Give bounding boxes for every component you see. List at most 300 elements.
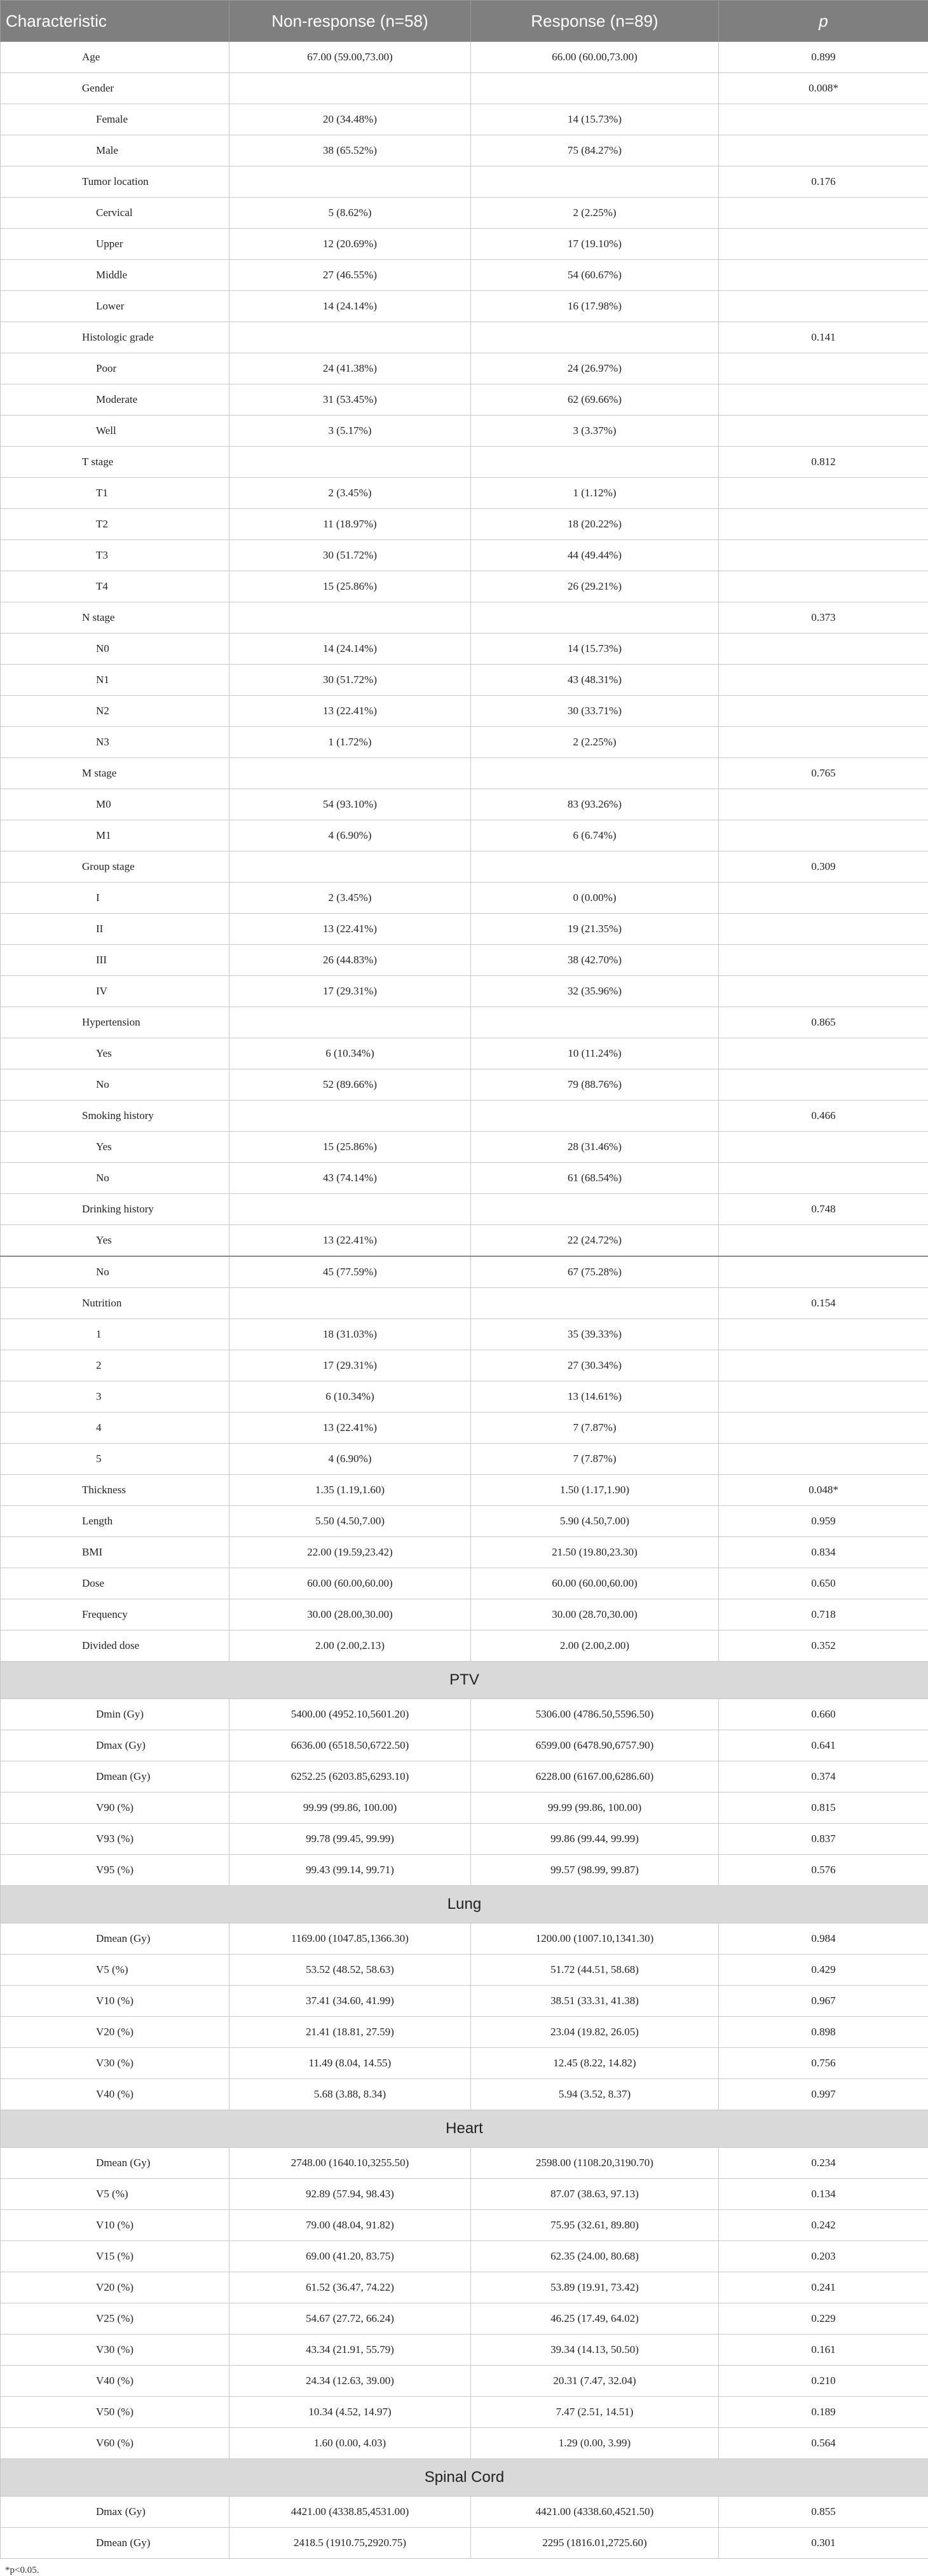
row-label: Gender	[1, 73, 229, 104]
table-row	[1, 1038, 928, 1069]
row-label: T1	[1, 478, 229, 509]
p-value: 0.815	[719, 1793, 928, 1824]
row-label: III	[1, 945, 229, 976]
row-label: Frequency	[1, 1599, 229, 1630]
row-label: IV	[1, 976, 229, 1007]
section-title: Spinal Cord	[1, 2459, 928, 2497]
row-label: V25 (%)	[1, 2303, 229, 2335]
response-value: 4421.00 (4338.60,4521.50)	[471, 2497, 719, 2528]
row-label: 5	[1, 1444, 229, 1475]
table-row	[1, 42, 928, 73]
response-value: 39.34 (14.13, 50.50)	[471, 2335, 719, 2366]
p-value: 0.141	[719, 322, 928, 353]
p-value	[719, 353, 928, 384]
response-value: 46.25 (17.49, 64.02)	[471, 2303, 719, 2335]
row-label: II	[1, 914, 229, 945]
row-label: V93 (%)	[1, 1824, 229, 1855]
response-value: 6 (6.74%)	[471, 820, 719, 851]
response-value	[471, 1194, 719, 1225]
p-value	[719, 1444, 928, 1475]
response-value: 35 (39.33%)	[471, 1319, 719, 1350]
p-value: 0.650	[719, 1568, 928, 1599]
table-row	[1, 602, 928, 634]
p-value	[719, 1163, 928, 1194]
nonresponse-value: 30.00 (28.00,30.00)	[229, 1599, 471, 1630]
nonresponse-value: 43 (74.14%)	[229, 1163, 471, 1194]
table-row	[1, 1599, 928, 1630]
row-label: V10 (%)	[1, 1986, 229, 2017]
nonresponse-value: 13 (22.41%)	[229, 1413, 471, 1444]
response-value: 51.72 (44.51, 58.68)	[471, 1955, 719, 1986]
nonresponse-value	[229, 1194, 471, 1225]
table-row	[1, 478, 928, 509]
p-value	[719, 291, 928, 322]
response-value: 75 (84.27%)	[471, 135, 719, 166]
section-row	[1, 2110, 928, 2148]
nonresponse-value	[229, 1101, 471, 1132]
table-row	[1, 540, 928, 571]
response-value: 7.47 (2.51, 14.51)	[471, 2397, 719, 2428]
table-row	[1, 976, 928, 1007]
table-row	[1, 1381, 928, 1413]
row-label: M stage	[1, 758, 229, 789]
nonresponse-value	[229, 322, 471, 353]
row-label: Dmean (Gy)	[1, 1761, 229, 1793]
nonresponse-value: 4 (6.90%)	[229, 1444, 471, 1475]
table-header	[1, 1, 928, 42]
nonresponse-value: 53.52 (48.52, 58.63)	[229, 1955, 471, 1986]
table-row	[1, 2528, 928, 2559]
response-value: 53.89 (19.91, 73.42)	[471, 2272, 719, 2303]
response-value: 1.50 (1.17,1.90)	[471, 1475, 719, 1506]
header-p-value: p	[719, 1, 928, 42]
p-value: 0.154	[719, 1288, 928, 1319]
response-value: 99.57 (98.99, 99.87)	[471, 1855, 719, 1886]
nonresponse-value: 21.41 (18.81, 27.59)	[229, 2017, 471, 2048]
row-label: V5 (%)	[1, 2179, 229, 2210]
table-row	[1, 1699, 928, 1730]
p-value: 0.229	[719, 2303, 928, 2335]
p-value	[719, 1256, 928, 1288]
table-row	[1, 1256, 928, 1288]
p-value	[719, 1132, 928, 1163]
response-value: 14 (15.73%)	[471, 104, 719, 135]
row-label: N1	[1, 665, 229, 696]
row-label: No	[1, 1256, 229, 1288]
row-label: V20 (%)	[1, 2017, 229, 2048]
row-label: Female	[1, 104, 229, 135]
p-value: 0.048*	[719, 1475, 928, 1506]
row-label: No	[1, 1163, 229, 1194]
row-label: Moderate	[1, 384, 229, 416]
header-characteristic: Characteristic	[1, 1, 229, 42]
nonresponse-value: 1 (1.72%)	[229, 727, 471, 758]
nonresponse-value: 1169.00 (1047.85,1366.30)	[229, 1923, 471, 1955]
nonresponse-value: 6636.00 (6518.50,6722.50)	[229, 1730, 471, 1761]
nonresponse-value: 99.99 (99.86, 100.00)	[229, 1793, 471, 1824]
row-label: Hypertension	[1, 1007, 229, 1038]
table-body	[1, 42, 928, 2559]
table-row	[1, 1194, 928, 1225]
row-label: Thickness	[1, 1475, 229, 1506]
p-value: 0.641	[719, 1730, 928, 1761]
nonresponse-value: 22.00 (19.59,23.42)	[229, 1537, 471, 1568]
response-value: 30.00 (28.70,30.00)	[471, 1599, 719, 1630]
p-value: 0.203	[719, 2241, 928, 2272]
nonresponse-value: 1.35 (1.19,1.60)	[229, 1475, 471, 1506]
header-row	[1, 1, 928, 42]
nonresponse-value: 6252.25 (6203.85,6293.10)	[229, 1761, 471, 1793]
section-row	[1, 1886, 928, 1923]
response-value: 5.90 (4.50,7.00)	[471, 1506, 719, 1537]
p-value: 0.576	[719, 1855, 928, 1886]
table-row	[1, 2497, 928, 2528]
nonresponse-value: 13 (22.41%)	[229, 1225, 471, 1257]
p-value: 0.466	[719, 1101, 928, 1132]
p-value	[719, 260, 928, 291]
p-value: 0.748	[719, 1194, 928, 1225]
nonresponse-value: 10.34 (4.52, 14.97)	[229, 2397, 471, 2428]
row-label: V20 (%)	[1, 2272, 229, 2303]
table-row	[1, 2272, 928, 2303]
p-value: 0.241	[719, 2272, 928, 2303]
table-row	[1, 166, 928, 198]
row-label: Lower	[1, 291, 229, 322]
table-row	[1, 851, 928, 883]
table-row	[1, 2241, 928, 2272]
response-value: 83 (93.26%)	[471, 789, 719, 820]
row-label: N2	[1, 696, 229, 727]
nonresponse-value: 13 (22.41%)	[229, 696, 471, 727]
nonresponse-value: 2 (3.45%)	[229, 478, 471, 509]
row-label: V90 (%)	[1, 1793, 229, 1824]
response-value: 38 (42.70%)	[471, 945, 719, 976]
row-label: Poor	[1, 353, 229, 384]
row-label: Histologic grade	[1, 322, 229, 353]
p-value	[719, 1319, 928, 1350]
row-label: Dmin (Gy)	[1, 1699, 229, 1730]
nonresponse-value: 99.78 (99.45, 99.99)	[229, 1824, 471, 1855]
response-value: 3 (3.37%)	[471, 416, 719, 447]
response-value: 27 (30.34%)	[471, 1350, 719, 1381]
section-title: PTV	[1, 1662, 928, 1699]
nonresponse-value: 2.00 (2.00,2.13)	[229, 1630, 471, 1662]
table-row	[1, 509, 928, 540]
nonresponse-value: 43.34 (21.91, 55.79)	[229, 2335, 471, 2366]
row-label: N stage	[1, 602, 229, 634]
nonresponse-value: 2 (3.45%)	[229, 883, 471, 914]
table-row	[1, 696, 928, 727]
nonresponse-value	[229, 447, 471, 478]
row-label: Yes	[1, 1132, 229, 1163]
p-value	[719, 478, 928, 509]
table-row	[1, 2048, 928, 2079]
p-value: 0.234	[719, 2148, 928, 2179]
nonresponse-value	[229, 166, 471, 198]
p-value	[719, 1225, 928, 1257]
p-value	[719, 229, 928, 260]
table-row	[1, 1288, 928, 1319]
response-value	[471, 447, 719, 478]
row-label: V15 (%)	[1, 2241, 229, 2272]
nonresponse-value: 2418.5 (1910.75,2920.75)	[229, 2528, 471, 2559]
nonresponse-value: 17 (29.31%)	[229, 1350, 471, 1381]
response-value: 2 (2.25%)	[471, 198, 719, 229]
row-label: Male	[1, 135, 229, 166]
nonresponse-value: 4421.00 (4338.85,4531.00)	[229, 2497, 471, 2528]
response-value: 60.00 (60.00,60.00)	[471, 1568, 719, 1599]
table-row	[1, 1132, 928, 1163]
table-row	[1, 1923, 928, 1955]
nonresponse-value: 69.00 (41.20, 83.75)	[229, 2241, 471, 2272]
p-value	[719, 696, 928, 727]
p-value	[719, 509, 928, 540]
response-value	[471, 602, 719, 634]
table-row	[1, 2366, 928, 2397]
p-value: 0.898	[719, 2017, 928, 2048]
row-label: Tumor location	[1, 166, 229, 198]
response-value: 79 (88.76%)	[471, 1069, 719, 1101]
p-value	[719, 198, 928, 229]
nonresponse-value	[229, 851, 471, 883]
nonresponse-value: 5 (8.62%)	[229, 198, 471, 229]
row-label: 3	[1, 1381, 229, 1413]
response-value: 18 (20.22%)	[471, 509, 719, 540]
response-value: 5306.00 (4786.50,5596.50)	[471, 1699, 719, 1730]
nonresponse-value: 52 (89.66%)	[229, 1069, 471, 1101]
p-value: 0.429	[719, 1955, 928, 1986]
table-row	[1, 1350, 928, 1381]
nonresponse-value: 24.34 (12.63, 39.00)	[229, 2366, 471, 2397]
p-value	[719, 384, 928, 416]
response-value: 13 (14.61%)	[471, 1381, 719, 1413]
nonresponse-value: 99.43 (99.14, 99.71)	[229, 1855, 471, 1886]
response-value: 19 (21.35%)	[471, 914, 719, 945]
row-label: Yes	[1, 1225, 229, 1257]
table-row	[1, 1475, 928, 1506]
table-row	[1, 1630, 928, 1662]
response-value: 2.00 (2.00,2.00)	[471, 1630, 719, 1662]
row-label: Age	[1, 42, 229, 73]
response-value: 20.31 (7.47, 32.04)	[471, 2366, 719, 2397]
p-value: 0.374	[719, 1761, 928, 1793]
nonresponse-value: 5400.00 (4952.10,5601.20)	[229, 1699, 471, 1730]
nonresponse-value: 4 (6.90%)	[229, 820, 471, 851]
row-label: V30 (%)	[1, 2048, 229, 2079]
row-label: V50 (%)	[1, 2397, 229, 2428]
table-row	[1, 1761, 928, 1793]
p-value: 0.161	[719, 2335, 928, 2366]
p-value: 0.967	[719, 1986, 928, 2017]
row-label: Dose	[1, 1568, 229, 1599]
nonresponse-value	[229, 1007, 471, 1038]
p-value: 0.176	[719, 166, 928, 198]
footnote: *p<0.05.	[0, 2559, 928, 2576]
nonresponse-value: 31 (53.45%)	[229, 384, 471, 416]
response-value: 24 (26.97%)	[471, 353, 719, 384]
nonresponse-value: 15 (25.86%)	[229, 571, 471, 602]
nonresponse-value: 92.89 (57.94, 98.43)	[229, 2179, 471, 2210]
table-row	[1, 1506, 928, 1537]
table-row	[1, 1537, 928, 1568]
p-value: 0.837	[719, 1824, 928, 1855]
row-label: T2	[1, 509, 229, 540]
row-label: T stage	[1, 447, 229, 478]
table-row	[1, 1319, 928, 1350]
response-value: 44 (49.44%)	[471, 540, 719, 571]
table-row	[1, 322, 928, 353]
p-value: 0.812	[719, 447, 928, 478]
table-row	[1, 384, 928, 416]
nonresponse-value: 13 (22.41%)	[229, 914, 471, 945]
nonresponse-value: 61.52 (36.47, 74.22)	[229, 2272, 471, 2303]
row-label: Smoking history	[1, 1101, 229, 1132]
response-value: 23.04 (19.82, 26.05)	[471, 2017, 719, 2048]
response-value: 32 (35.96%)	[471, 976, 719, 1007]
table-row	[1, 1413, 928, 1444]
nonresponse-value: 26 (44.83%)	[229, 945, 471, 976]
table-row	[1, 1069, 928, 1101]
nonresponse-value: 15 (25.86%)	[229, 1132, 471, 1163]
table-row	[1, 945, 928, 976]
response-value	[471, 73, 719, 104]
response-value: 5.94 (3.52, 8.37)	[471, 2079, 719, 2110]
row-label: V30 (%)	[1, 2335, 229, 2366]
row-label: Well	[1, 416, 229, 447]
row-label: V5 (%)	[1, 1955, 229, 1986]
table-row	[1, 2303, 928, 2335]
row-label: V40 (%)	[1, 2079, 229, 2110]
nonresponse-value: 20 (34.48%)	[229, 104, 471, 135]
response-value	[471, 322, 719, 353]
response-value: 1200.00 (1007.10,1341.30)	[471, 1923, 719, 1955]
p-value: 0.352	[719, 1630, 928, 1662]
row-label: Dmax (Gy)	[1, 2497, 229, 2528]
table-row	[1, 1007, 928, 1038]
row-label: Cervical	[1, 198, 229, 229]
table-row	[1, 1824, 928, 1855]
row-label: 2	[1, 1350, 229, 1381]
table-row	[1, 758, 928, 789]
nonresponse-value	[229, 758, 471, 789]
nonresponse-value: 5.50 (4.50,7.00)	[229, 1506, 471, 1537]
table-row	[1, 104, 928, 135]
response-value: 1 (1.12%)	[471, 478, 719, 509]
nonresponse-value: 12 (20.69%)	[229, 229, 471, 260]
table-row	[1, 2148, 928, 2179]
table-row	[1, 2335, 928, 2366]
row-label: V40 (%)	[1, 2366, 229, 2397]
table-row	[1, 1793, 928, 1824]
p-value	[719, 665, 928, 696]
table-row	[1, 1444, 928, 1475]
p-value	[719, 540, 928, 571]
nonresponse-value: 37.41 (34.60, 41.99)	[229, 1986, 471, 2017]
p-value: 0.008*	[719, 73, 928, 104]
table-row	[1, 1955, 928, 1986]
p-value: 0.756	[719, 2048, 928, 2079]
p-value	[719, 820, 928, 851]
row-label: V10 (%)	[1, 2210, 229, 2241]
row-label: T3	[1, 540, 229, 571]
nonresponse-value: 11 (18.97%)	[229, 509, 471, 540]
nonresponse-value: 18 (31.03%)	[229, 1319, 471, 1350]
row-label: Drinking history	[1, 1194, 229, 1225]
nonresponse-value: 45 (77.59%)	[229, 1256, 471, 1288]
p-value: 0.373	[719, 602, 928, 634]
table-row	[1, 1568, 928, 1599]
response-value: 0 (0.00%)	[471, 883, 719, 914]
table-row	[1, 447, 928, 478]
header-response: Response (n=89)	[471, 1, 719, 42]
table-row	[1, 2397, 928, 2428]
p-value: 0.899	[719, 42, 928, 73]
nonresponse-value	[229, 1288, 471, 1319]
response-value: 14 (15.73%)	[471, 634, 719, 665]
nonresponse-value: 79.00 (48.04, 91.82)	[229, 2210, 471, 2241]
nonresponse-value: 67.00 (59.00,73.00)	[229, 42, 471, 73]
p-value	[719, 1413, 928, 1444]
nonresponse-value: 5.68 (3.88, 8.34)	[229, 2079, 471, 2110]
table-row	[1, 291, 928, 322]
nonresponse-value: 17 (29.31%)	[229, 976, 471, 1007]
nonresponse-value: 14 (24.14%)	[229, 634, 471, 665]
row-label: V95 (%)	[1, 1855, 229, 1886]
table-row	[1, 73, 928, 104]
p-value	[719, 789, 928, 820]
nonresponse-value: 30 (51.72%)	[229, 540, 471, 571]
nonresponse-value: 24 (41.38%)	[229, 353, 471, 384]
response-value: 7 (7.87%)	[471, 1444, 719, 1475]
response-value: 43 (48.31%)	[471, 665, 719, 696]
p-value: 0.309	[719, 851, 928, 883]
row-label: I	[1, 883, 229, 914]
nonresponse-value: 30 (51.72%)	[229, 665, 471, 696]
row-label: Length	[1, 1506, 229, 1537]
table-row	[1, 914, 928, 945]
table-row	[1, 883, 928, 914]
response-value: 38.51 (33.31, 41.38)	[471, 1986, 719, 2017]
response-value: 66.00 (60.00,73.00)	[471, 42, 719, 73]
p-value	[719, 416, 928, 447]
response-value: 99.99 (99.86, 100.00)	[471, 1793, 719, 1824]
response-value: 6228.00 (6167.00,6286.60)	[471, 1761, 719, 1793]
p-value	[719, 1069, 928, 1101]
response-value	[471, 851, 719, 883]
response-value: 1.29 (0.00, 3.99)	[471, 2428, 719, 2459]
row-label: N0	[1, 634, 229, 665]
row-label: No	[1, 1069, 229, 1101]
p-value: 0.834	[719, 1537, 928, 1568]
response-value	[471, 1288, 719, 1319]
row-label: 1	[1, 1319, 229, 1350]
row-label: Divided dose	[1, 1630, 229, 1662]
p-value	[719, 104, 928, 135]
nonresponse-value: 1.60 (0.00, 4.03)	[229, 2428, 471, 2459]
table-row	[1, 198, 928, 229]
p-value	[719, 976, 928, 1007]
table-row	[1, 2179, 928, 2210]
nonresponse-value: 6 (10.34%)	[229, 1038, 471, 1069]
p-value	[719, 945, 928, 976]
table-row	[1, 1225, 928, 1257]
p-value	[719, 1381, 928, 1413]
nonresponse-value	[229, 73, 471, 104]
response-value: 99.86 (99.44, 99.99)	[471, 1824, 719, 1855]
response-value	[471, 1101, 719, 1132]
p-value: 0.855	[719, 2497, 928, 2528]
section-row	[1, 2459, 928, 2497]
